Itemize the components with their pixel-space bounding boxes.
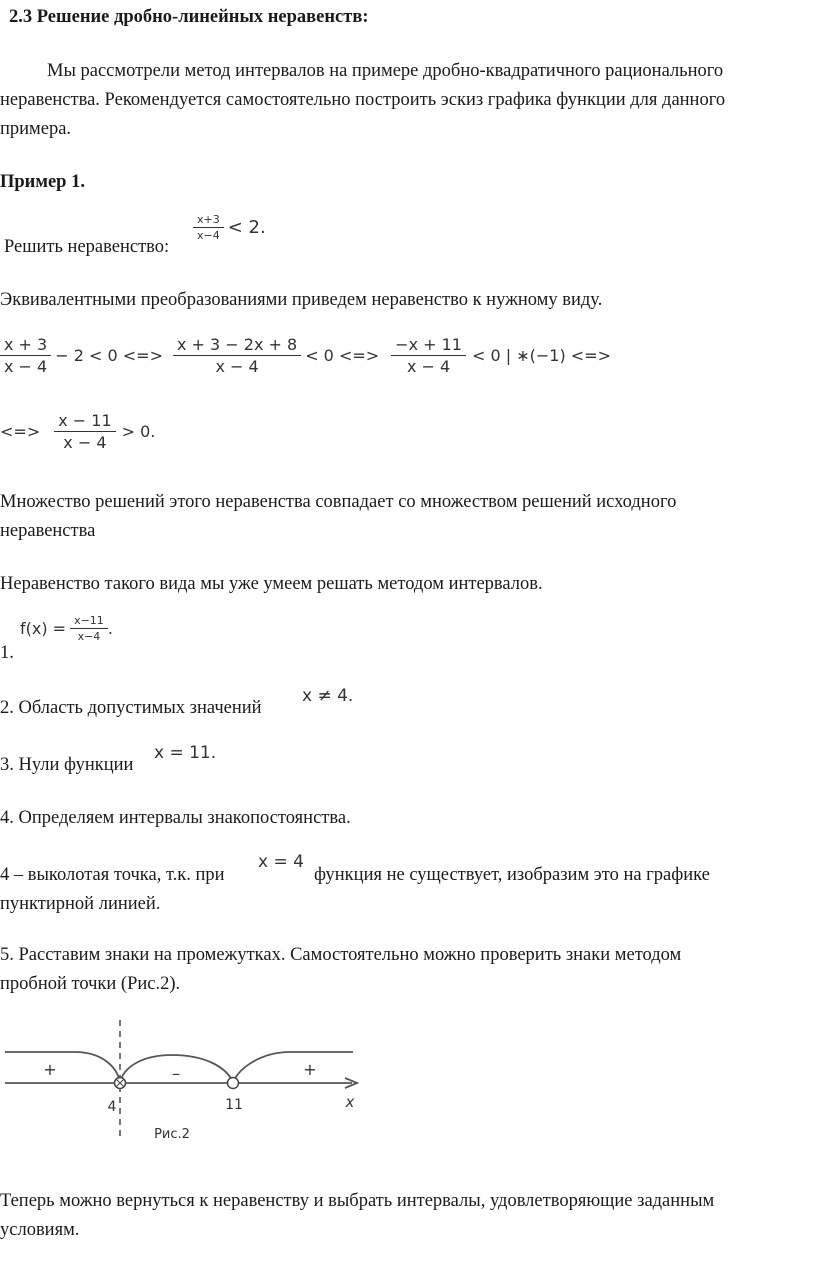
step5-line-2: пробной точки (Рис.2). <box>0 974 181 994</box>
step4b-pre: 4 – выколотая точка, т.к. при <box>0 865 225 885</box>
transform-text: Эквивалентными преобразованиями приведем неравенство к нужному виду. <box>0 290 603 310</box>
eq1-fraction-2: $\frac{x + 3 - 2x + 8}{x - 4}$ <box>173 335 301 376</box>
task-inequality <box>193 213 266 242</box>
step2-text: 2. Область допустимых значений <box>0 698 262 718</box>
task-numerator: x+3 <box>193 213 224 228</box>
eq1-fraction-3: $\frac{-x + 11}{x - 4}$ <box>391 335 466 376</box>
figure-caption: Рис.2 <box>154 1127 190 1142</box>
eq2-fraction: $\frac{x - 11}{x - 4}$ <box>54 411 115 452</box>
label-point-4: 4 <box>107 1099 117 1115</box>
point-11-marker <box>228 1078 239 1089</box>
eq2-operator: > 0. <box>121 422 156 441</box>
equation-line-2 <box>0 411 155 452</box>
eq2-prefix: <=> <box>0 422 41 441</box>
intro-line-2: неравенства. Рекомендуется самостоятельно построить эскиз графика функции для данного <box>0 90 726 110</box>
conclusion-line-1: Теперь можно вернуться к неравенству и выбрать интервалы, удовлетворяющие заданным <box>0 1191 715 1211</box>
eq1-fraction-1: $\frac{x + 3}{x - 4}$ <box>0 335 51 376</box>
intro-line-3: примера. <box>0 119 72 139</box>
intro-line-1: Мы рассмотрели метод интервалов на примере дробно-квадратичного рационального <box>47 61 724 81</box>
task-label: Решить неравенство: <box>4 237 170 257</box>
section-heading: 2.3 Решение дробно-линейных неравенств: <box>9 7 369 27</box>
sign-interval-3: + <box>303 1060 317 1079</box>
sign-interval-1: + <box>43 1060 57 1079</box>
step4b-line-2: пунктирной линией. <box>0 894 161 914</box>
label-point-11: 11 <box>225 1097 243 1113</box>
step4-text: 4. Определяем интервалы знакопостоянства. <box>0 808 351 828</box>
task-denominator: x−4 <box>197 229 220 242</box>
eq1-operator-2: < 0 <=> <box>305 346 380 365</box>
step4b-math: x = 4 <box>258 852 304 872</box>
step1-number: 1. <box>0 643 14 663</box>
step2-math: x ≠ 4. <box>302 686 354 706</box>
example-title: Пример 1. <box>0 172 85 192</box>
step1-fraction: $\frac{x-11}{x-4}$ <box>70 614 108 643</box>
sign-interval-2: – <box>172 1064 180 1083</box>
equation-line-1 <box>0 335 611 376</box>
step1-function: f(x) = $\frac{x-11}{x-4}$ . <box>20 614 113 643</box>
task-fraction <box>193 213 224 242</box>
step1-lhs: f(x) = <box>20 619 67 638</box>
step5-line-1: 5. Расставим знаки на промежутках. Самостоятельно можно проверить знаки методом <box>0 945 682 965</box>
conclusion-line-2: условиям. <box>0 1220 80 1240</box>
method-text: Неравенство такого вида мы уже умеем решать методом интервалов. <box>0 574 543 594</box>
step3-text: 3. Нули функции <box>0 755 134 775</box>
step3-math: x = 11. <box>154 743 217 763</box>
eq1-operator-3: < 0 | ∗(−1) <=> <box>471 346 611 365</box>
solutions-line-1: Множество решений этого неравенства совпадает со множеством решений исходного <box>0 492 677 512</box>
step4b-post: функция не существует, изобразим это на графике <box>314 865 710 885</box>
axis-label-x: x <box>345 1093 355 1111</box>
task-rhs: < 2. <box>227 217 266 238</box>
eq1-operator-1: − 2 < 0 <=> <box>55 346 163 365</box>
solutions-line-2: неравенства <box>0 521 96 541</box>
sign-diagram <box>0 1015 370 1145</box>
